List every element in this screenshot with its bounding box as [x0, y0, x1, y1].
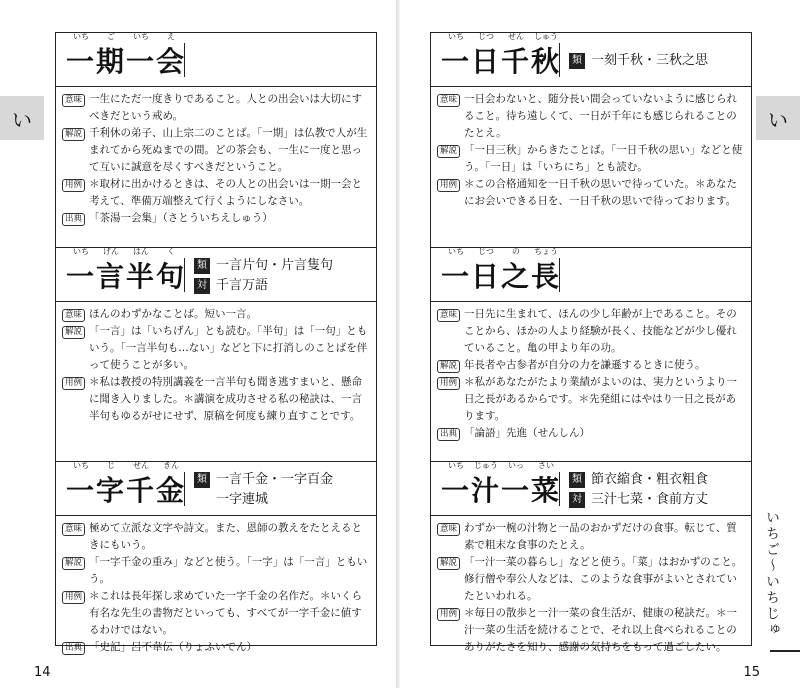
label-explanation: 解説 [437, 145, 460, 158]
label-meaning: 意味 [437, 523, 460, 536]
related-words: 類 一刻千秋・三秋之思 [569, 51, 708, 71]
text-explanation: 「一言」は「いちげん」とも読む。「半句」は「一句」ともいう。「一言半句も…ない」などと下に打消しのことばを伴って使うことが多い。 [89, 325, 368, 371]
entries-frame [430, 32, 752, 653]
text-meaning: わずか一椀の汁物と一品のおかずだけの食事。転じて、質素で粗末な食事のたとえ。 [464, 522, 737, 551]
index-rule [770, 650, 800, 652]
label-explanation: 解説 [437, 557, 460, 570]
label-example: 用例 [62, 591, 85, 604]
entry-kanji: 一字千金 [66, 474, 187, 507]
entry-ichijitsu-senshu [431, 33, 751, 239]
entry-body [431, 87, 751, 210]
entry-body [56, 302, 376, 425]
entry-header [56, 248, 376, 302]
label-meaning: 意味 [62, 309, 85, 322]
vertical-index-range: いちご〜いちじゅ [764, 510, 780, 638]
text-source: 「茶湯一会集」（さとういちえしゅう） [89, 212, 273, 224]
label-explanation: 解説 [62, 128, 85, 141]
label-source: 出典 [437, 428, 460, 441]
entry-header [431, 33, 751, 87]
header-divider [559, 258, 560, 292]
entry-word: いち じ せん きん 一字千金 [66, 461, 187, 507]
entry-kanji: 一日之長 [441, 260, 562, 293]
entry-body [56, 516, 376, 656]
page-number: 15 [743, 665, 760, 680]
text-example: ＊この合格通知を一日千秋の思いで待っていた。＊あなたにお会いできる日を、一日千秋の思いで待っております。 [464, 178, 738, 207]
label-source: 出典 [62, 642, 85, 655]
entry-kanji: 一汁一菜 [441, 474, 562, 507]
index-tab: い [756, 96, 800, 140]
text-example: ＊私があなたがたより業績がよいのは、実力というより一日之長があるからです。＊先発組にはやはり一日之長があります。 [464, 376, 738, 422]
entry-word: いち じつ せん しゅう 一日千秋 [441, 32, 562, 78]
text-example: ＊私は教授の特別講義を一言半句も聞き逃すまいと、懸命に聞き入りました。＊講演を成功させる私の秘訣は、一言半句もゆるがせにせず、原稿を何度も練り直すことです。 [89, 376, 363, 422]
entry-kanji: 一言半句 [66, 260, 187, 293]
header-divider [184, 43, 185, 77]
label-example: 用例 [437, 608, 460, 621]
entry-header [431, 248, 751, 302]
entry-kanji: 一期一会 [66, 45, 187, 78]
header-divider [559, 43, 560, 77]
label-source: 出典 [62, 213, 85, 226]
entry-ichigen-hanku [56, 247, 376, 453]
text-explanation: 千利休の弟子、山上宗二のことば。「一期」は仏教で人が生まれてから死ぬまでの間。どの茶会も、一生に一度と思って互いに誠意を尽くすべきだということ。 [89, 127, 368, 173]
entry-ichijitsu-no-cho [431, 247, 751, 453]
related-words: 類 一言片句・片言隻句 対 千言万語 [194, 256, 333, 296]
badge-synonym: 類 [569, 53, 585, 69]
label-meaning: 意味 [62, 94, 85, 107]
related-words: 類 一言千金・一字百金 一字連城 [194, 470, 333, 510]
text-meaning: 一生にただ一度きりであること。人との出会いは大切にすべきだという戒め。 [89, 93, 363, 122]
label-example: 用例 [62, 179, 85, 192]
header-divider [559, 472, 560, 506]
label-example: 用例 [437, 377, 460, 390]
text-example: ＊これは長年探し求めていた一字千金の名作だ。＊いくら有名な先生の書物だといっても、すべてが一字千金に値するわけではない。 [89, 590, 363, 636]
index-tab: い [0, 96, 44, 140]
entry-body [431, 302, 751, 442]
entry-word: いち ご いち え 一期一会 [66, 32, 187, 78]
entry-header [431, 462, 751, 516]
entry-word: いち じつ の ちょう 一日之長 [441, 247, 562, 293]
header-divider [184, 258, 185, 292]
text-meaning: 一日会わないと、随分長い間会っていないように感じられること。待ち遠しくて、一日が千年にも感じられることのたとえ。 [464, 93, 738, 139]
text-explanation: 年長者や古参者が自分の力を謙遜するときに使う。 [464, 359, 706, 371]
text-explanation: 「一字千金の重み」などと使う。「一字」は「一言」ともいう。 [89, 556, 368, 585]
text-example: ＊毎日の散歩と一汁一菜の食生活が、健康の秘訣だ。＊一汁一菜の生活を続けることで、それ以上食べられることのありがたさを知り、感謝の気持ちをもって過ごしたい。 [464, 607, 738, 653]
text-example: ＊取材に出かけるときは、その人との出会いは一期一会と考えて、準備万端整えて行くようにしなさい。 [89, 178, 363, 207]
label-explanation: 解説 [62, 557, 85, 570]
entry-kanji: 一日千秋 [441, 45, 562, 78]
text-explanation: 「一日三秋」からきたことば。「一日千秋の思い」などと使う。「一日」は「いちにち」とも読む。 [464, 144, 743, 173]
badge-synonym: 類 [194, 258, 210, 274]
badge-synonym: 類 [569, 472, 585, 488]
entry-ichiju-issai [431, 461, 751, 653]
label-meaning: 意味 [437, 94, 460, 107]
label-example: 用例 [437, 179, 460, 192]
label-meaning: 意味 [62, 523, 85, 536]
right-page [400, 0, 800, 688]
related-words: 類 節衣縮食・粗衣粗食 対 三汁七菜・食前方丈 [569, 470, 708, 510]
text-source: 「論語」先進（せんしん） [464, 427, 591, 439]
label-meaning: 意味 [437, 309, 460, 322]
entries-frame [55, 32, 377, 653]
header-divider [184, 472, 185, 506]
entry-body [56, 87, 376, 227]
text-meaning: ほんのわずかなことば。短い一言。 [89, 308, 258, 320]
entry-ichigo-ichie [56, 33, 376, 239]
entry-ichiji-senkin [56, 461, 376, 653]
entry-word: いち じゅう いっ さい 一汁一菜 [441, 461, 562, 507]
page-number: 14 [34, 665, 51, 680]
label-explanation: 解説 [62, 326, 85, 339]
entry-header [56, 462, 376, 516]
entry-header [56, 33, 376, 87]
badge-antonym: 対 [569, 492, 585, 508]
text-source: 「史記」呂不韋伝（りょふいでん） [89, 641, 258, 653]
entry-word: いち げん はん く 一言半句 [66, 247, 187, 293]
badge-antonym: 対 [194, 278, 210, 294]
label-explanation: 解説 [437, 360, 460, 373]
label-example: 用例 [62, 377, 85, 390]
entry-body [431, 516, 751, 656]
text-meaning: 一日先に生まれて、ほんの少し年齢が上であること。そのことから、ほかの人より経験が長く、技能などが少し優れていること。亀の甲より年の功。 [464, 308, 737, 354]
text-meaning: 極めて立派な文字や詩文。また、恩師の教えをたとえるときにもいう。 [89, 522, 363, 551]
badge-synonym: 類 [194, 472, 210, 488]
text-explanation: 「一汁一菜の暮らし」などと使う。「菜」はおかずのこと。修行僧や奉公人などは、このような食事がよいとされていたといわれる。 [464, 556, 743, 602]
